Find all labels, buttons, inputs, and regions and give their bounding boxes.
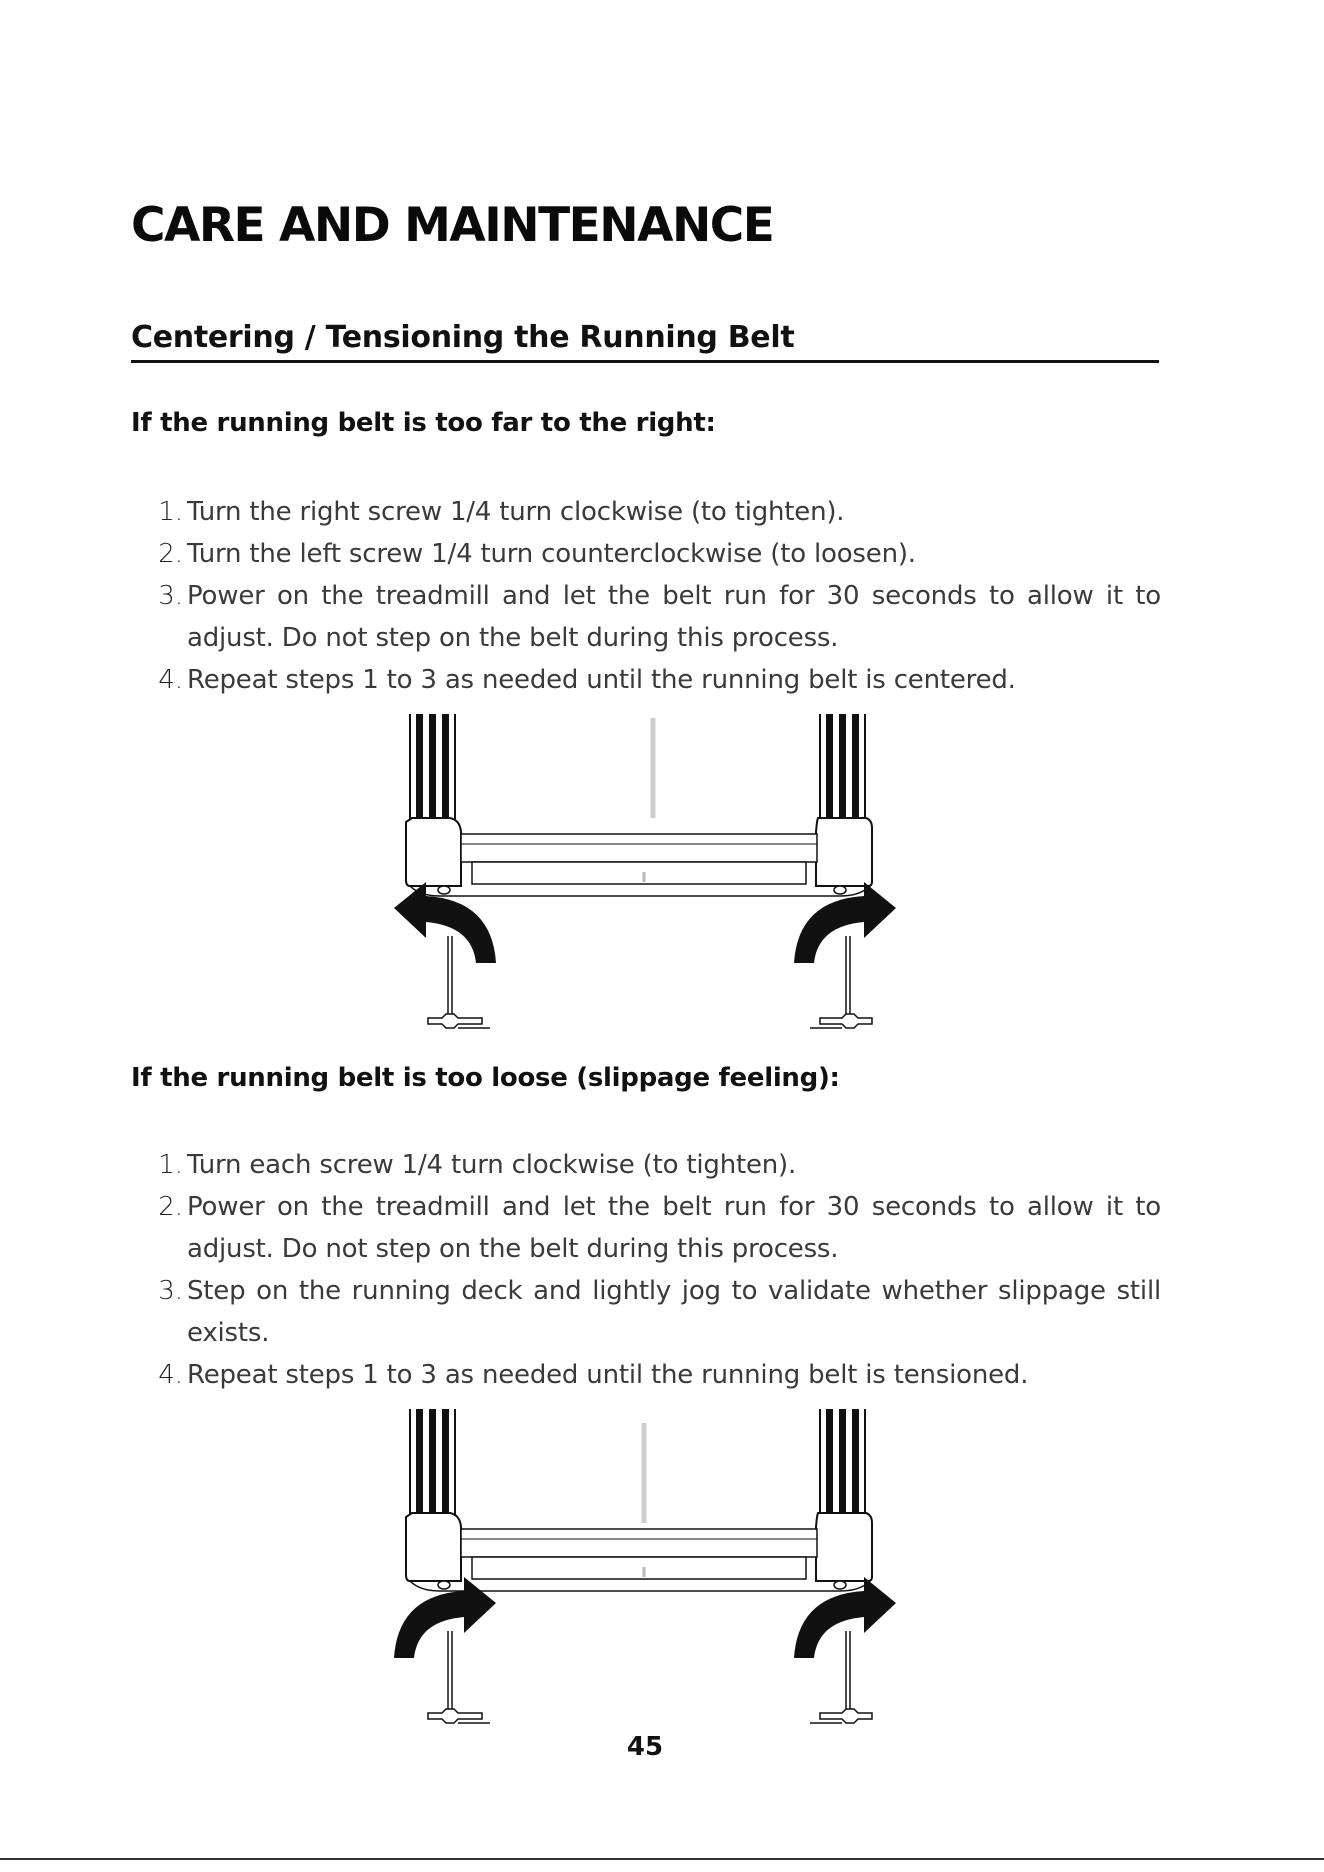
list-item bbox=[131, 1144, 1161, 1186]
page-title: CARE AND MAINTENANCE bbox=[131, 198, 774, 253]
step-text: Power on the treadmill and let the belt run for 30 seconds to allow it to adjust. Do not step on the belt during this process. bbox=[187, 581, 1161, 653]
list-item bbox=[131, 659, 1161, 701]
right-rail bbox=[820, 1409, 865, 1515]
treadmill-rear-diagram bbox=[380, 710, 920, 1040]
curved-arrow-icon bbox=[794, 882, 896, 963]
section-title: Centering / Tensioning the Running Belt bbox=[131, 318, 1159, 363]
step-number: 1. bbox=[158, 1150, 183, 1180]
list-item bbox=[131, 1354, 1161, 1396]
step-number: 3. bbox=[158, 581, 183, 611]
bottom-rule bbox=[0, 1858, 1324, 1860]
treadmill-rear-diagram bbox=[380, 1405, 920, 1735]
list-item bbox=[131, 533, 1161, 575]
list-item bbox=[131, 491, 1161, 533]
step-text: Power on the treadmill and let the belt run for 30 seconds to allow it to adjust. Do not step on the belt during this process. bbox=[187, 1192, 1161, 1264]
step-text: Repeat steps 1 to 3 as needed until the running belt is centered. bbox=[187, 665, 1016, 695]
step-text: Turn the left screw 1/4 turn counterclockwise (to loosen). bbox=[187, 539, 916, 569]
allen-key-icon bbox=[428, 1631, 490, 1723]
allen-key-icon bbox=[810, 936, 872, 1028]
step-number: 2. bbox=[158, 1192, 183, 1222]
left-rail bbox=[410, 1409, 455, 1515]
steps-list-belt-loose bbox=[131, 1144, 1161, 1396]
step-number: 4. bbox=[158, 1360, 183, 1390]
subheading-belt-loose: If the running belt is too loose (slippage feeling): bbox=[131, 1063, 840, 1093]
curved-arrow-icon bbox=[794, 1577, 896, 1658]
list-item bbox=[131, 575, 1161, 659]
left-rail bbox=[410, 714, 455, 820]
step-text: Turn the right screw 1/4 turn clockwise (to tighten). bbox=[187, 497, 845, 527]
step-number: 3. bbox=[158, 1276, 183, 1306]
step-number: 1. bbox=[158, 497, 183, 527]
page-number: 45 bbox=[626, 1732, 664, 1762]
step-number: 2. bbox=[158, 539, 183, 569]
subheading-belt-right: If the running belt is too far to the right: bbox=[131, 408, 716, 438]
step-text: Turn each screw 1/4 turn clockwise (to tighten). bbox=[187, 1150, 797, 1180]
step-number: 4. bbox=[158, 665, 183, 695]
right-rail bbox=[820, 714, 865, 820]
steps-list-belt-right bbox=[131, 491, 1161, 701]
list-item bbox=[131, 1186, 1161, 1270]
step-text: Step on the running deck and lightly jog to validate whether slippage still exists. bbox=[187, 1276, 1161, 1348]
allen-key-icon bbox=[810, 1631, 872, 1723]
step-text: Repeat steps 1 to 3 as needed until the running belt is tensioned. bbox=[187, 1360, 1029, 1390]
list-item bbox=[131, 1270, 1161, 1354]
